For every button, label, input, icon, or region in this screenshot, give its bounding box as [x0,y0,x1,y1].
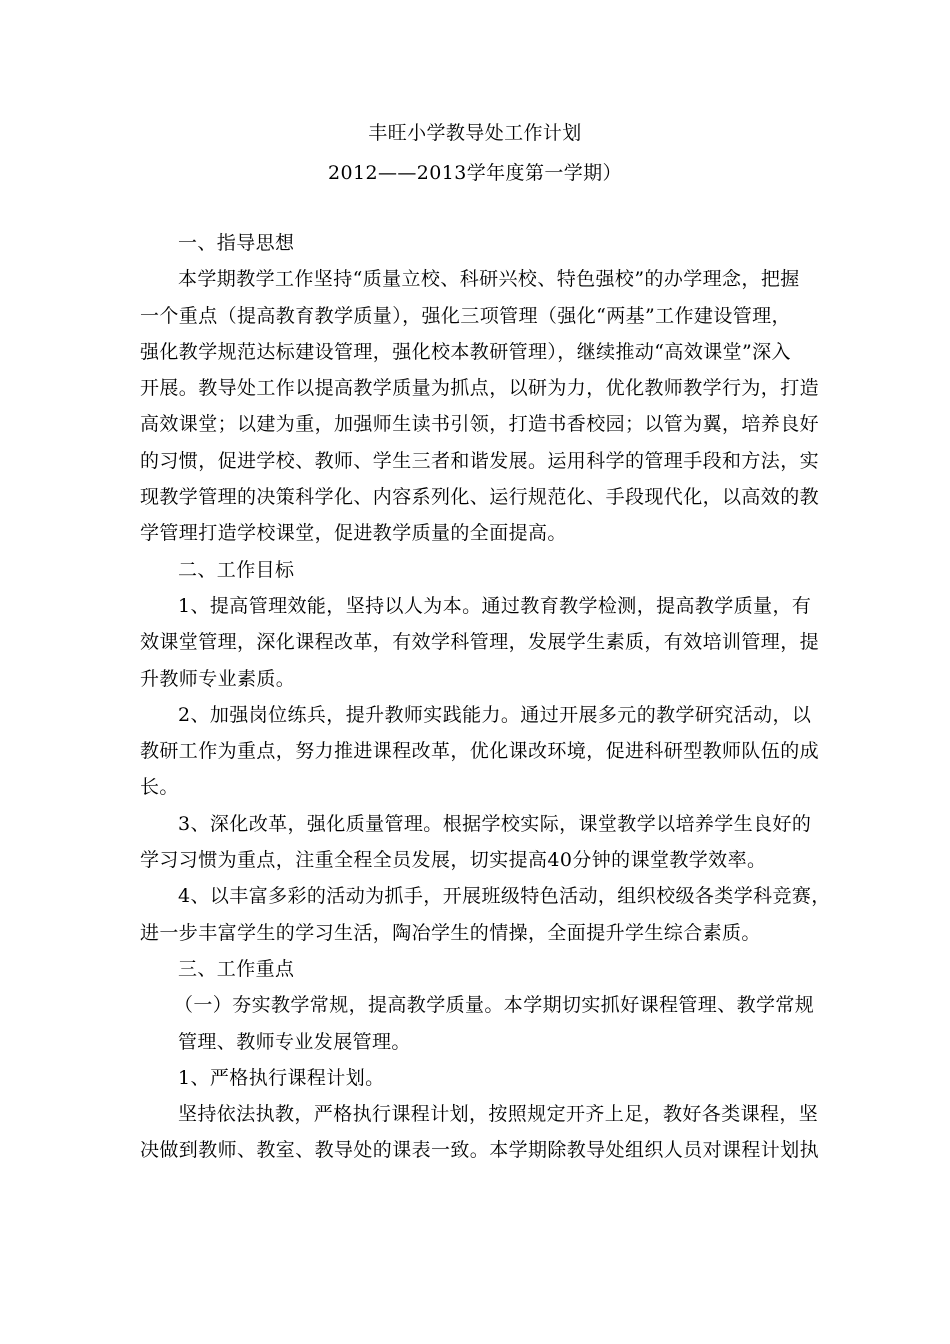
document-body [140,225,831,1169]
paragraph-line: 教研工作为重点，努力推进课程改革，优化课改环境，促进科研型教师队伍的成 [140,740,820,763]
paragraph-line: 2、加强岗位练兵，提升教师实践能力。通过开展多元的教学研究活动，以 [178,703,812,726]
paragraph-line: 进一步丰富学生的学习生活，陶冶学生的情操，全面提升学生综合素质。 [140,921,761,944]
paragraph-line: 4、以丰富多彩的活动为抓手，开展班级特色活动，组织校级各类学科竞赛， [178,885,831,908]
subheading-curriculum-plan: 1、严格执行课程计划。 [178,1066,385,1089]
paragraph-line: 开展。教导处工作以提高教学质量为抓点，以研为力，优化教师教学行为，打造 [140,377,820,400]
paragraph-line: 的习惯，促进学校、教师、学生三者和谐发展。运用科学的管理手段和方法，实 [140,449,820,472]
paragraph-line: 本学期教学工作坚持“质量立校、科研兴校、特色强校”的办学理念，把握 [178,268,800,291]
section-heading-work-focus: 三、工作重点 [178,957,295,980]
paragraph-line: 学习习惯为重点，注重全程全员发展，切实提高40分钟的课堂教学效率。 [140,849,767,872]
paragraph-line: 1、提高管理效能，坚持以人为本。通过教育教学检测，提高教学质量，有 [178,594,812,617]
paragraph-line: 决做到教师、教室、教导处的课表一致。本学期除教导处组织人员对课程计划执 [140,1139,820,1162]
paragraph-line: 坚持依法执教，严格执行课程计划，按照规定开齐上足，教好各类课程，坚 [178,1103,819,1126]
paragraph-line: 管理、教师专业发展管理。 [178,1030,411,1053]
section-heading-guiding-thought: 一、指导思想 [178,232,295,254]
paragraph-line: 长。 [140,776,179,799]
paragraph-line: 3、深化改革，强化质量管理。根据学校实际，课堂教学以培养学生良好的 [178,812,812,835]
paragraph-line: 高效课堂；以建为重，加强师生读书引领，打造书香校园；以管为翼，培养良好 [140,413,820,436]
paragraph-line: 学管理打造学校课堂，促进教学质量的全面提高。 [140,522,567,545]
document-subtitle: 2012——2013学年度第一学期） [328,162,622,184]
paragraph-line: 效课堂管理，深化课程改革，有效学科管理，发展学生素质，有效培训管理，提 [140,631,820,654]
document-title: 丰旺小学教导处工作计划 [368,122,582,144]
paragraph-line: 升教师专业素质。 [140,667,296,690]
paragraph-line: 现教学管理的决策科学化、内容系列化、运行规范化、手段现代化，以高效的教 [140,486,820,509]
paragraph-line: 强化教学规范达标建设管理，强化校本教研管理），继续推动“高效课堂”深入 [140,340,791,363]
section-heading-work-goals: 二、工作目标 [178,558,295,581]
paragraph-line: 一个重点（提高教育教学质量），强化三项管理（强化“两基”工作建设管理， [140,304,791,327]
paragraph-line: （一）夯实教学常规，提高教学质量。本学期切实抓好课程管理、教学常规 [174,994,815,1017]
